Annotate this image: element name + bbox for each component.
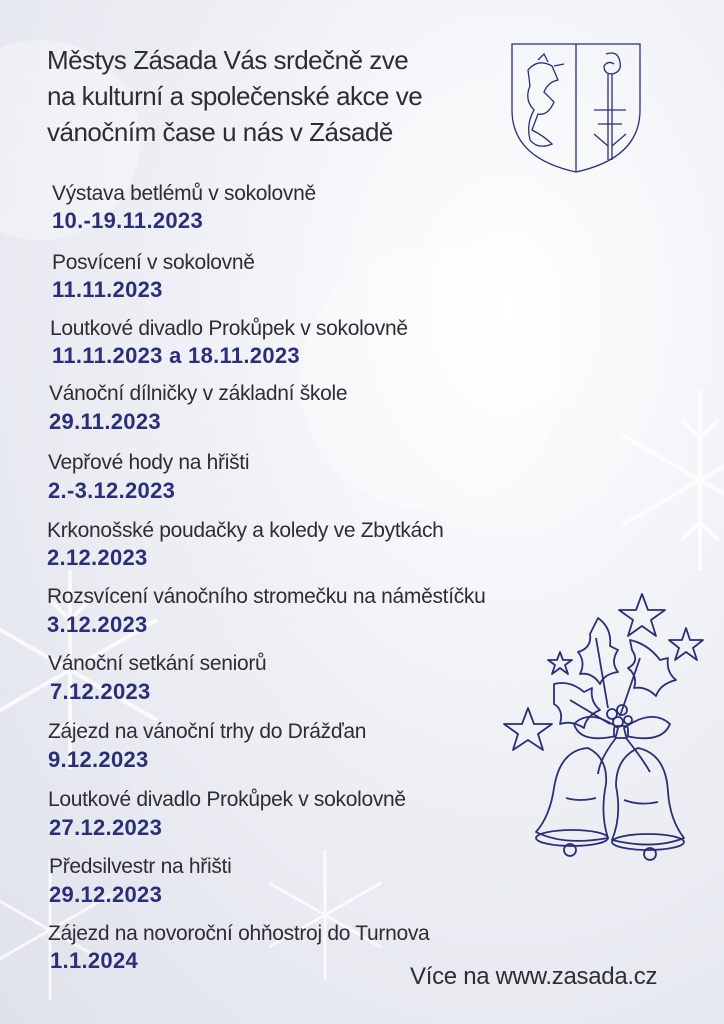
event-date: 1.1.2024 [50,948,139,973]
event-name: Loutkové divadlo Prokůpek v sokolovně [50,317,408,340]
website-link-text: Více na www.zasada.cz [410,963,658,990]
event-name: Předsilvestr na hřišti [49,855,232,878]
event-name: Rozsvícení vánočního stromečku na náměstíčku [47,585,486,608]
christmas-bells-holly-icon [500,588,710,868]
event-date: 11.11.2023 a 18.11.2023 [52,343,300,368]
event-date: 9.12.2023 [48,747,149,772]
event-name: Zájezd na novoroční ohňostroj do Turnova [48,922,430,945]
event-name: Výstava betlémů v sokolovně [52,182,316,205]
event-date: 11.11.2023 [52,277,163,302]
event-date: 27.12.2023 [49,815,163,840]
event-date: 10.-19.11.2023 [52,208,204,233]
event-name: Vánoční setkání seniorů [48,652,267,675]
event-name: Vánoční dílničky v základní škole [49,382,348,405]
invitation-line: na kulturní a společenské akce ve [47,81,423,111]
event-name: Vepřové hody na hřišti [48,451,250,474]
event-name: Posvícení v sokolovně [52,251,255,274]
event-date: 2.12.2023 [47,545,148,570]
invitation-line: vánočním čase u nás v Zásadě [47,117,393,147]
snowflake-icon [250,840,400,990]
event-name: Loutkové divadlo Prokůpek v sokolovně [48,788,406,811]
event-name: Zájezd na vánoční trhy do Drážďan [48,720,367,743]
event-date: 2.-3.12.2023 [48,478,176,503]
invitation-heading [47,42,487,150]
snowflake-icon [600,380,724,580]
event-name: Krkonošské poudačky a koledy ve Zbytkách [47,519,444,542]
town-coat-of-arms-icon [508,40,644,174]
bokeh-circle [300,250,560,510]
event-date: 29.11.2023 [49,409,161,434]
invitation-line: Městys Zásada Vás srdečně zve [47,45,409,75]
event-date: 3.12.2023 [47,612,148,637]
event-date: 7.12.2023 [50,679,151,704]
event-date: 29.12.2023 [49,882,163,907]
